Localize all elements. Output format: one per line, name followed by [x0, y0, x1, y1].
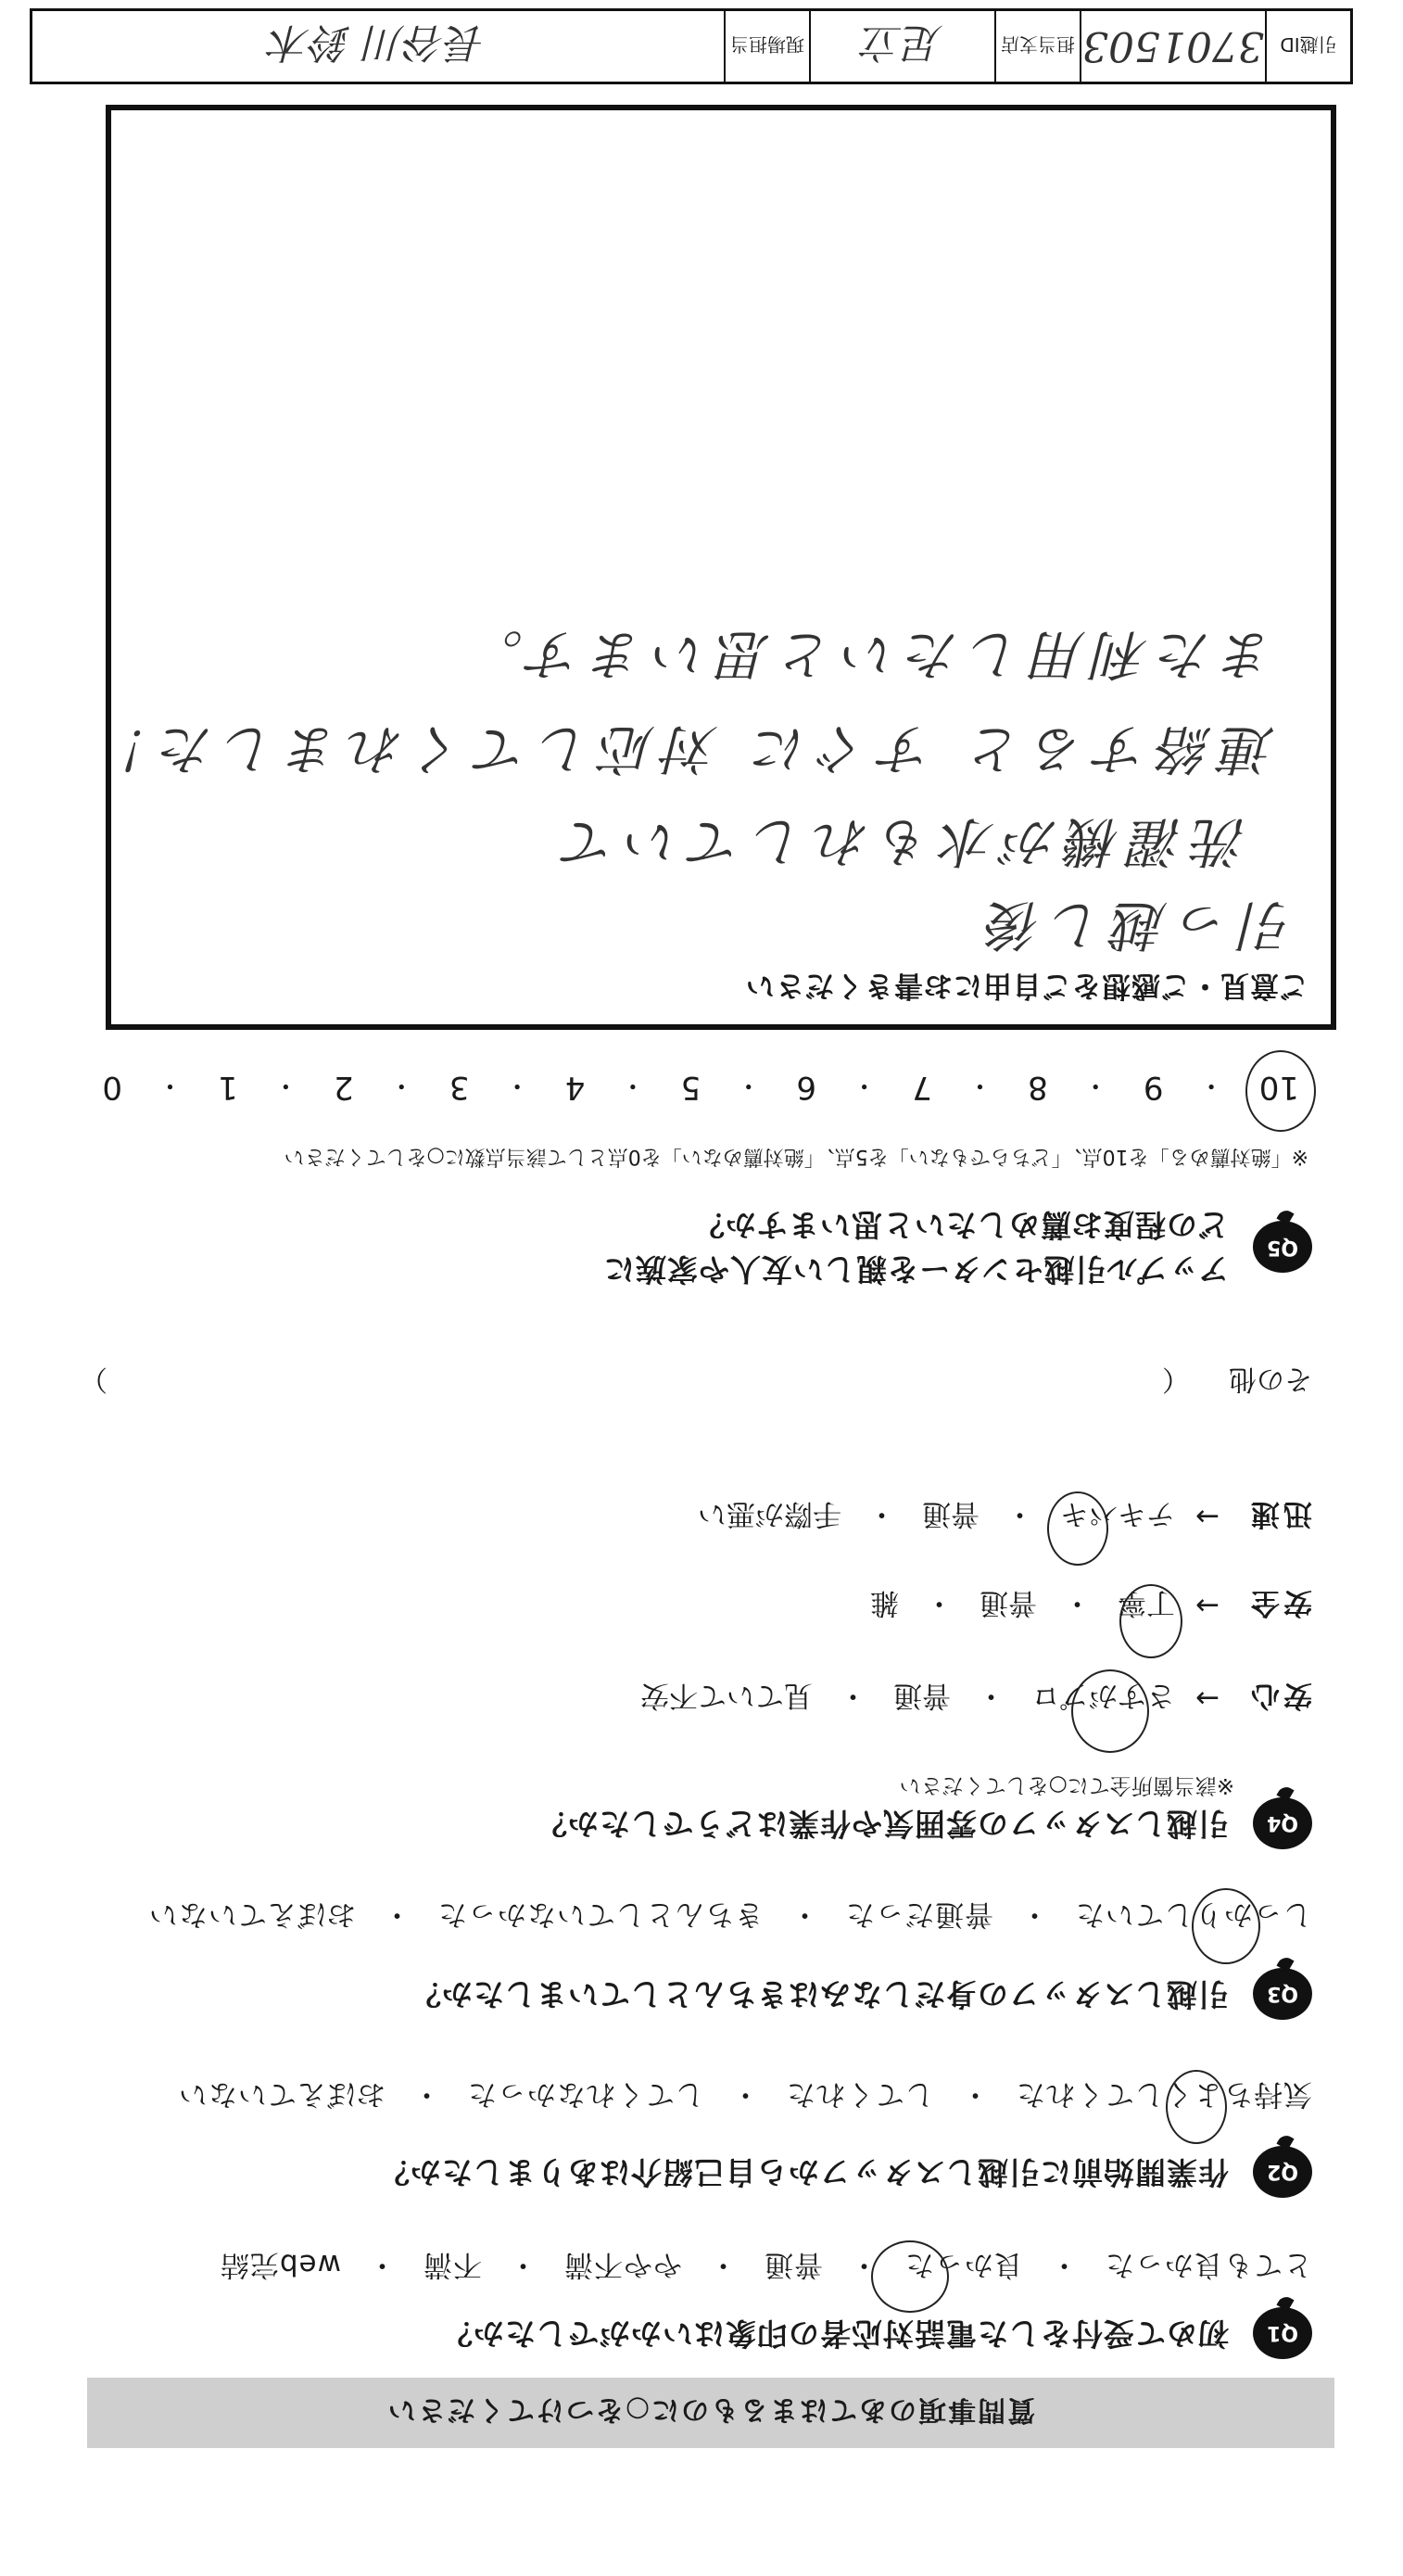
score-6[interactable]: 6	[796, 1069, 816, 1106]
q1-options: とても良かった ・ 良かった ・ 普通 ・ やや不満 ・ 不満 ・ web完結	[65, 2247, 1312, 2289]
q1-option[interactable]: 普通	[764, 2248, 823, 2281]
q2-options: 気持ちよくしてくれた ・ してくれた ・ してくれなかった ・ おぼえていない	[65, 2076, 1312, 2118]
score-7[interactable]: 7	[912, 1069, 932, 1106]
branch-value: 足立	[809, 11, 994, 82]
q1-option[interactable]: やや不満	[563, 2248, 682, 2281]
arrow-icon: →	[1195, 1589, 1220, 1623]
staff-value: 長谷川 鈴木	[270, 19, 487, 66]
q1-option[interactable]: web完結	[219, 2248, 341, 2281]
q4-other-open-paren: （	[1162, 1363, 1190, 1395]
q4-other-label: その他	[1229, 1363, 1312, 1395]
q4-anzen-option-selected[interactable]: 丁寧	[1118, 1585, 1175, 1627]
score-5[interactable]: 5	[680, 1069, 702, 1106]
comment-title: ご意見・ご感想をご自由にお書きください	[745, 969, 1308, 1002]
q4-anshin-option[interactable]: 普通	[893, 1679, 951, 1712]
q4-text: 引越しスタッフの雰囲気や作業はどうでしたか？	[536, 1805, 1229, 1842]
score-9[interactable]: 9	[1143, 1069, 1164, 1106]
q1-option[interactable]: 不満	[423, 2248, 482, 2281]
q4-anshin-option[interactable]: 見ていて不安	[640, 1679, 813, 1712]
q4-badge: Q4	[1253, 1797, 1312, 1849]
q4-row-anzen: 安全 → 丁寧 ・ 普通 ・ 雑	[870, 1585, 1312, 1627]
q5-badge: Q5	[1253, 1221, 1312, 1273]
q4-row-label: 迅速	[1247, 1497, 1312, 1530]
q2-badge: Q2	[1253, 2146, 1312, 2198]
handwritten-line-4: また利用したいと思います。	[460, 623, 1275, 686]
q3-badge: Q3	[1253, 1968, 1312, 2020]
q4-row-anshin: 安心 → さすがプロ ・ 普通 ・ 見ていて不安	[640, 1678, 1312, 1719]
question-4	[536, 1797, 1312, 1849]
q5-text-line-2: どの程度お薦めしたいと思いますか？	[693, 1207, 1229, 1244]
q4-other-close-paren: ）	[80, 1363, 107, 1395]
q5-score-scale: 10 ・ 9 ・ 8 ・ 7 ・ 6 ・ 5 ・ 4 ・ 3 ・ 2 ・ 1 ・ 0	[98, 1069, 1303, 1106]
q5-text	[603, 1202, 1229, 1291]
q4-jinsoku-option[interactable]: 普通	[922, 1497, 980, 1530]
q5-note: ※「絶対薦める」を10点、「どちらでもない」を5点、「絶対薦めない」を0点として該当点数に○をしてください	[284, 1145, 1308, 1168]
q3-text: 引越しスタッフの身だしなみはきちんとしていましたか？	[410, 1975, 1229, 2012]
arrow-icon: →	[1195, 1500, 1220, 1534]
q4-row-jinsoku: 迅速 → テキパキ ・ 普通 ・ 手際が悪い	[698, 1496, 1312, 1538]
id-label: 引越ID	[1265, 11, 1350, 82]
q4-note: ※該当箇所全てに○をしてください	[899, 1773, 1234, 1797]
q4-row-label: 安全	[1247, 1586, 1312, 1619]
instructions-banner: 質問事項のあてはまるものに○をつけてください	[87, 2378, 1334, 2448]
question-2	[378, 2146, 1312, 2198]
q2-option[interactable]: してくれた	[786, 2077, 934, 2111]
q3-option-selected[interactable]: しっかりしていた	[1075, 1897, 1312, 1938]
q3-option[interactable]: きちんとしていなかった	[437, 1897, 764, 1931]
q4-jinsoku-option-selected[interactable]: テキパキ	[1060, 1496, 1175, 1538]
score-10-selected[interactable]: 10	[1256, 1069, 1303, 1106]
staff-label: 現場担当	[724, 11, 809, 82]
branch-label: 担当支店	[994, 11, 1080, 82]
score-1[interactable]: 1	[218, 1069, 238, 1106]
id-bar	[30, 8, 1353, 84]
q1-badge: Q1	[1253, 2307, 1312, 2359]
handwritten-line-3: 連絡すると すぐに 対応してくれました！	[88, 717, 1275, 780]
q3-option[interactable]: 普通だった	[845, 1897, 993, 1931]
q3-option[interactable]: おぼえていない	[148, 1897, 356, 1931]
score-0[interactable]: 0	[102, 1069, 122, 1106]
q2-text: 作業開始前に引越しスタッフから自己紹介はありましたか？	[378, 2153, 1229, 2190]
score-2[interactable]: 2	[333, 1069, 354, 1106]
question-3	[410, 1968, 1312, 2020]
q1-text: 初めて受付をした電話対応者の印象はいかがでしたか？	[441, 2315, 1229, 2352]
q3-options: しっかりしていた ・ 普通だった ・ きちんとしていなかった ・ おぼえていない	[65, 1897, 1312, 1938]
q4-row-label: 安心	[1247, 1679, 1312, 1712]
score-4[interactable]: 4	[564, 1069, 586, 1106]
question-5	[603, 1202, 1312, 1291]
handwritten-line-2: 洗濯機が水もれしていて	[553, 810, 1247, 873]
arrow-icon: →	[1195, 1681, 1220, 1716]
q5-text-line-1: アップル引越センターを親しい友人や家族に	[602, 1251, 1229, 1288]
question-1	[441, 2307, 1312, 2359]
q4-other	[61, 1362, 1312, 1402]
score-8[interactable]: 8	[1028, 1069, 1048, 1106]
comment-box[interactable]	[88, 105, 1336, 1030]
q2-option[interactable]: してくれなかった	[467, 2077, 704, 2111]
q4-anzen-option[interactable]: 普通	[980, 1586, 1037, 1619]
q4-jinsoku-option[interactable]: 手際が悪い	[698, 1497, 841, 1530]
q1-option-selected[interactable]: 良かった	[904, 2247, 1023, 2289]
handwritten-line-1: 引っ越し後	[978, 894, 1294, 957]
q4-anzen-option[interactable]: 雑	[870, 1586, 899, 1619]
q2-option[interactable]: おぼえていない	[178, 2077, 386, 2111]
score-3[interactable]: 3	[449, 1069, 470, 1106]
q1-option[interactable]: とても良かった	[1105, 2248, 1312, 2281]
q4-anshin-option-selected[interactable]: さすがプロ	[1031, 1678, 1175, 1719]
q2-option-selected[interactable]: 気持ちよくしてくれた	[1016, 2076, 1312, 2118]
id-value: 3701503	[1080, 11, 1265, 82]
